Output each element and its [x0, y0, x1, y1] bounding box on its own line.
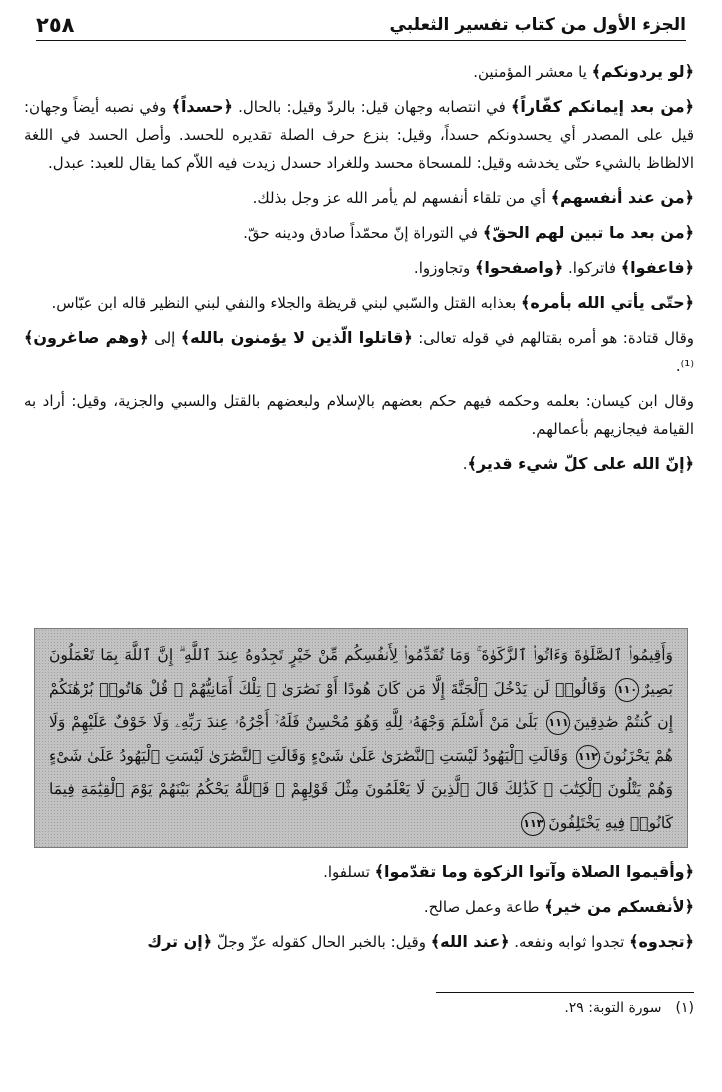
quran-text — [49, 639, 673, 840]
commentary-text: . — [462, 455, 468, 473]
paragraph-11 — [24, 893, 694, 921]
ayah-number-marker: ١١١ — [546, 711, 570, 735]
footnote-reference: ⁽¹⁾. — [675, 357, 694, 375]
ayah-text: بَلَىٰ مَنْ أَسْلَمَ وَجْهَهُۥ لِلَّهِ وَهُوَ مُحْسِنٌ فَلَهُۥٓ أَجْرُهُۥ عِندَ رَبِّهِۦ وَلَا خَوْفٌ عَلَيْهِمْ وَلَا هُمْ يَحْزَنُونَ — [49, 713, 673, 765]
paragraph-10 — [24, 858, 694, 886]
ayah-number-marker: ١١٠ — [615, 678, 639, 702]
ayah-text: وَأَقِيمُوا۟ ٱلصَّلَوٰةَ وَءَاتُوا۟ ٱلزَّكَوٰةَ ۚ وَمَا تُقَدِّمُوا۟ لِأَنفُسِكُم مِّنْ خَيْرٍ تَجِدُوهُ عِندَ ٱللَّهِ ۗ إِنَّ ٱللَّهَ بِمَا تَعْمَلُونَ بَصِيرٌ — [49, 646, 673, 698]
ayah-number-marker: ١١٢ — [576, 745, 600, 769]
verse-quote: ﴿حسداً﴾ — [171, 97, 233, 116]
paragraph-5 — [24, 254, 694, 282]
commentary-text: تسلفوا. — [323, 863, 375, 881]
commentary-text: وفي نصبه أيضاً وجهان: قيل على المصدر أي يحسدونكم حسداً، وقيل: بنزع حرف الصلة تقديره للحسد. وأصل الحسد في اللغة الالظاظ بالشيء حتّى يخدشه وقيل: للمسحاة محسد وللغراد حسدل زيدت فيه اللاّم كما يقال للعبد: عبدل. — [24, 98, 694, 172]
paragraph-6 — [24, 289, 694, 317]
paragraph-4 — [24, 219, 694, 247]
verse-quote: ﴿من بعد إيمانكم كفّاراً﴾ — [510, 97, 695, 116]
commentary-text: وقال ابن كيسان: بعلمه وحكمه فيهم حكم بعضهم بالإسلام ولبعضهم بالقتل والسبي والجزية، وقيل: أراد به القيامة فيجازيهم بأعمالهم. — [24, 392, 694, 438]
verse-quote: ﴿إنّ الله على كلّ شيء قدير﴾ — [467, 454, 694, 473]
page-number: ٢٥٨ — [36, 13, 75, 37]
paragraph-7 — [24, 324, 694, 380]
commentary-text: في التوراة إنّ محمّداً صادق ودينه حقّ. — [243, 224, 483, 242]
ayah-number-marker: ١١٣ — [521, 812, 545, 836]
running-header — [36, 10, 686, 41]
verse-quote: ﴿واصفحوا﴾ — [475, 258, 564, 277]
commentary-text: في انتصابه وجهان قيل: بالردّ وقيل: بالحال. — [232, 98, 511, 116]
footnote-text: سورة التوبة: ٢٩. — [564, 1000, 662, 1016]
verse-quote: ﴿تجدوه﴾ — [629, 932, 694, 951]
footnote-marker: (١) — [675, 1000, 694, 1016]
commentary-text: أي من تلقاء أنفسهم لم يأمر الله عز وجل بذلك. — [252, 189, 551, 207]
commentary-text: وقال قتادة: هو أمره بقتالهم في قوله تعالى: — [412, 329, 694, 347]
verse-quote: ﴿حتّى يأتي الله بأمره﴾ — [521, 293, 694, 312]
verse-quote: ﴿وهم صاغرون﴾ — [24, 328, 149, 347]
paragraph-8 — [24, 387, 694, 443]
quran-verses-box — [34, 628, 688, 848]
verse-quote: ﴿وأقيموا الصلاة وآتوا الزكوة وما تقدّموا﴾ — [374, 862, 694, 881]
verse-quote: ﴿لو يردونكم﴾ — [591, 62, 694, 81]
commentary-text: تجدوا ثوابه ونفعه. — [509, 933, 630, 951]
commentary-text: طاعة وعمل صالح. — [423, 898, 545, 916]
running-title: الجزء الأول من كتاب تفسير الثعلبي — [389, 15, 686, 35]
commentary-text: إلى — [148, 329, 181, 347]
paragraph-3 — [24, 184, 694, 212]
footnote — [564, 1000, 694, 1016]
verse-quote: ﴿عند الله﴾ — [430, 932, 510, 951]
paragraph-9 — [24, 450, 694, 478]
commentary-bottom — [24, 858, 694, 963]
commentary-text: وتجاوزوا. — [413, 259, 476, 277]
verse-quote: ﴿فاعفوا﴾ — [620, 258, 694, 277]
verse-quote: ﴿لأنفسكم من خير﴾ — [544, 897, 694, 916]
ayah-text: وَقَالَتِ ٱلْيَهُودُ لَيْسَتِ ٱلنَّصَٰرَىٰ عَلَىٰ شَىْءٍ وَقَالَتِ ٱلنَّصَٰرَىٰ لَيْسَتِ ٱلْيَهُودُ عَلَىٰ شَىْءٍ وَهُمْ يَتْلُونَ ٱلْكِتَٰبَ ۗ كَذَٰلِكَ قَالَ ٱلَّذِينَ لَا يَعْلَمُونَ مِثْلَ قَوْلِهِمْ ۚ فَٱللَّهُ يَحْكُمُ بَيْنَهُمْ يَوْمَ ٱلْقِيَٰمَةِ فِيمَا كَانُوا۟ فِيهِ يَخْتَلِفُونَ — [49, 746, 673, 832]
commentary-text: بعذابه القتل والسّبي لبني قريظة والجلاء والنفي لبني النظير قاله ابن عبّاس. — [51, 294, 522, 312]
verse-quote: ﴿من بعد ما تبين لهم الحقّ﴾ — [482, 223, 694, 242]
verse-quote: ﴿إن ترك — [147, 932, 213, 951]
verse-quote: ﴿من عند أنفسهم﴾ — [550, 188, 694, 207]
ayah-text: وَقَالُوا۟ لَن يَدْخُلَ ٱلْجَنَّةَ إِلَّا مَن كَانَ هُودًا أَوْ نَصَٰرَىٰ ۗ تِلْكَ أَمَانِيُّهُمْ ۗ قُلْ هَاتُوا۟ بُرْهَٰنَكُمْ إِن كُنتُمْ صَٰدِقِينَ — [49, 679, 673, 731]
commentary-text: وقيل: بالخبر الحال كقوله عزّ وجلّ — [212, 933, 431, 951]
commentary-text: فاتركوا. — [563, 259, 621, 277]
verse-quote: ﴿قاتلوا الّذين لا يؤمنون بالله﴾ — [180, 328, 413, 347]
paragraph-12 — [24, 928, 694, 956]
paragraph-1 — [24, 58, 694, 86]
commentary-top — [24, 58, 694, 485]
commentary-text: يا معشر المؤمنين. — [473, 63, 592, 81]
paragraph-2 — [24, 93, 694, 177]
footnote-divider — [436, 992, 694, 993]
